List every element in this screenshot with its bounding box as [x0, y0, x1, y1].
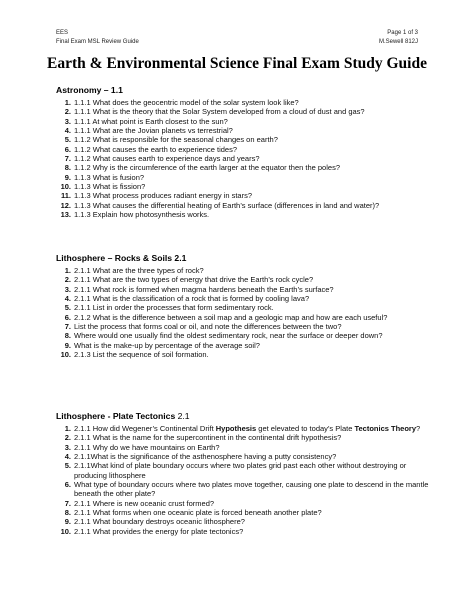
item-text: What type of boundary occurs where two plates move together, causing one plate to descend in the mantle beneath the other plate? [74, 480, 429, 499]
item-number: 6. [64, 312, 71, 322]
header-course: EES [56, 30, 69, 36]
list-item [56, 313, 436, 322]
item-number: 9. [64, 517, 71, 527]
item-text: 2.1.1 List in order the processes that form sedimentary rock. [74, 303, 274, 313]
item-number: 5. [64, 461, 71, 471]
item-text-bold-hypothesis: Hypothesis [215, 424, 257, 433]
list-item [56, 201, 436, 210]
item-number: 10. [60, 182, 71, 192]
tectonics-question-list [56, 424, 436, 536]
list-item [56, 275, 436, 284]
list-item [56, 154, 436, 163]
item-number: 3. [64, 284, 71, 294]
item-number: 8. [64, 163, 71, 173]
list-item [56, 266, 436, 275]
header-left [56, 29, 139, 47]
list-item [56, 461, 436, 480]
item-text: 1.1.2 What causes earth to experience days and years? [74, 154, 260, 164]
item-text: 2.1.2 What is the difference between a soil map and a geologic map and how are each useful? [74, 312, 388, 322]
section-heading-rocks-soils: Lithosphere – Rocks & Soils 2.1 [56, 253, 187, 263]
item-number: 7. [64, 498, 71, 508]
section-plate-tectonics [56, 410, 436, 536]
item-text: What is the make-up by percentage of the average soil? [74, 340, 260, 350]
list-item [56, 322, 436, 331]
list-item [56, 443, 436, 452]
item-text: 1.1.3 What is fission? [74, 182, 146, 192]
item-text: 2.1.3 List the sequence of soil formation. [74, 350, 209, 360]
rocks-question-list [56, 266, 436, 359]
list-item [56, 517, 436, 526]
item-text: 1.1.3 What is fusion? [74, 172, 145, 182]
list-item [56, 527, 436, 536]
item-number: 8. [64, 331, 71, 341]
item-text: 2.1.1 What is the classification of a rock that is formed by cooling lava? [74, 294, 310, 304]
item-number: 3. [64, 442, 71, 452]
item-number: 13. [60, 210, 71, 220]
astronomy-question-list [56, 98, 436, 219]
list-item [56, 135, 436, 144]
list-item [56, 107, 436, 116]
item-number: 10. [60, 350, 71, 360]
list-item [56, 294, 436, 303]
section-lithosphere-rocks [56, 252, 436, 359]
item-number: 12. [60, 200, 71, 210]
list-item [56, 424, 436, 433]
item-number: 6. [64, 144, 71, 154]
item-number: 2. [64, 433, 71, 443]
item-text: 1.1.2 Why is the circumference of the earth larger at the equator then the poles? [74, 163, 340, 173]
page-title: Earth & Environmental Science Final Exam Study Guide [47, 55, 427, 72]
list-item [56, 117, 436, 126]
item-text: 2.1.1What kind of plate boundary occurs where two plates grid past each other without destroying or producing lithosphere [74, 461, 407, 480]
item-text-post: ? [416, 424, 421, 433]
item-text-bold-theory: Tectonics Theory [354, 424, 416, 433]
list-item [56, 331, 436, 340]
item-number: 1. [64, 266, 71, 275]
header-teacher: M.Sewell 812J [378, 39, 418, 45]
item-text: 2.1.1 What provides the energy for plate tectonics? [74, 526, 244, 536]
item-number: 5. [64, 135, 71, 145]
list-item [56, 210, 436, 219]
item-text: 2.1.1 What is the name for the supercontinent in the continental drift hypothesis? [74, 433, 342, 443]
section-heading-astronomy: Astronomy – 1.1 [56, 85, 123, 95]
item-number: 11. [60, 191, 71, 201]
item-number: 4. [64, 126, 71, 136]
list-item [56, 508, 436, 517]
list-item [56, 163, 436, 172]
heading-bold-part: Lithosphere - Plate Tectonics [56, 411, 176, 421]
item-text: Where would one usually find the oldest sedimentary rock, near the surface or deeper down? [74, 331, 383, 341]
item-number: 3. [64, 116, 71, 126]
list-item [56, 285, 436, 294]
item-number: 4. [64, 452, 71, 462]
list-item [56, 303, 436, 312]
item-text: 2.1.1 What boundary destroys oceanic lithosphere? [74, 517, 245, 527]
header-right [379, 29, 418, 47]
item-number: 9. [64, 172, 71, 182]
list-item [56, 182, 436, 191]
item-number: 8. [64, 508, 71, 518]
section-astronomy [56, 84, 436, 219]
item-text: 1.1.1 What are the Jovian planets vs terrestrial? [74, 126, 233, 136]
item-number: 9. [64, 340, 71, 350]
header-subtitle: Final Exam MSL Review Guide [56, 39, 139, 45]
item-text: 1.1.2 What is responsible for the seasonal changes on earth? [74, 135, 278, 145]
item-text: List the process that forms coal or oil, and note the differences between the two? [74, 322, 342, 332]
item-number: 4. [64, 294, 71, 304]
list-item [56, 191, 436, 200]
list-item [56, 350, 436, 359]
item-number: 1. [64, 98, 71, 107]
item-text-mid: get elevated to today’s Plate [256, 424, 355, 433]
section-heading-plate-tectonics [56, 410, 436, 422]
item-text: 2.1.1 Why do we have mountains on Earth? [74, 442, 220, 452]
list-item [56, 145, 436, 154]
list-item [56, 452, 436, 461]
list-item [56, 433, 436, 442]
list-item [56, 341, 436, 350]
item-text: 2.1.1 What rock is formed when magma hardens beneath the Earth’s surface? [74, 284, 334, 294]
item-text-pre: 2.1.1 How did Wegener’s Continental Drift [74, 424, 216, 433]
item-text: 1.1.1 What is the theory that the Solar System developed from a cloud of dust and gas? [74, 107, 365, 117]
list-item [56, 480, 436, 499]
item-text: 1.1.3 What causes the differential heating of Earth’s surface (differences in land and water)? [74, 200, 380, 210]
item-text: 1.1.2 What causes the earth to experience tides? [74, 144, 238, 154]
item-number: 7. [64, 322, 71, 332]
heading-section-number: 2.1 [175, 411, 190, 421]
list-item [56, 98, 436, 107]
list-item [56, 499, 436, 508]
item-number: 7. [64, 154, 71, 164]
item-text: 1.1.1 What does the geocentric model of the solar system look like? [74, 98, 299, 107]
item-text: 2.1.1 What are the three types of rock? [74, 266, 204, 275]
item-text: 2.1.1 What forms when one oceanic plate is forced beneath another plate? [74, 508, 322, 518]
item-number: 10. [60, 526, 71, 536]
item-text: 2.1.1 What are the two types of energy that drive the Earth’s rock cycle? [74, 275, 314, 285]
item-text: 1.1.3 What process produces radiant energy in stars? [74, 191, 253, 201]
item-text: 1.1.3 Explain how photosynthesis works. [74, 210, 210, 220]
item-number: 2. [64, 107, 71, 117]
list-item [56, 173, 436, 182]
item-number: 2. [64, 275, 71, 285]
item-text: 1.1.1 At what point is Earth closest to the sun? [74, 116, 228, 126]
item-text: 2.1.1 Where is new oceanic crust formed? [74, 498, 215, 508]
item-number: 5. [64, 303, 71, 313]
header-page-number: Page 1 of 3 [387, 30, 418, 36]
item-number: 6. [64, 480, 71, 490]
item-number: 1. [64, 424, 71, 433]
list-item [56, 126, 436, 135]
item-text: 2.1.1What is the significance of the asthenosphere having a putty consistency? [74, 452, 337, 462]
